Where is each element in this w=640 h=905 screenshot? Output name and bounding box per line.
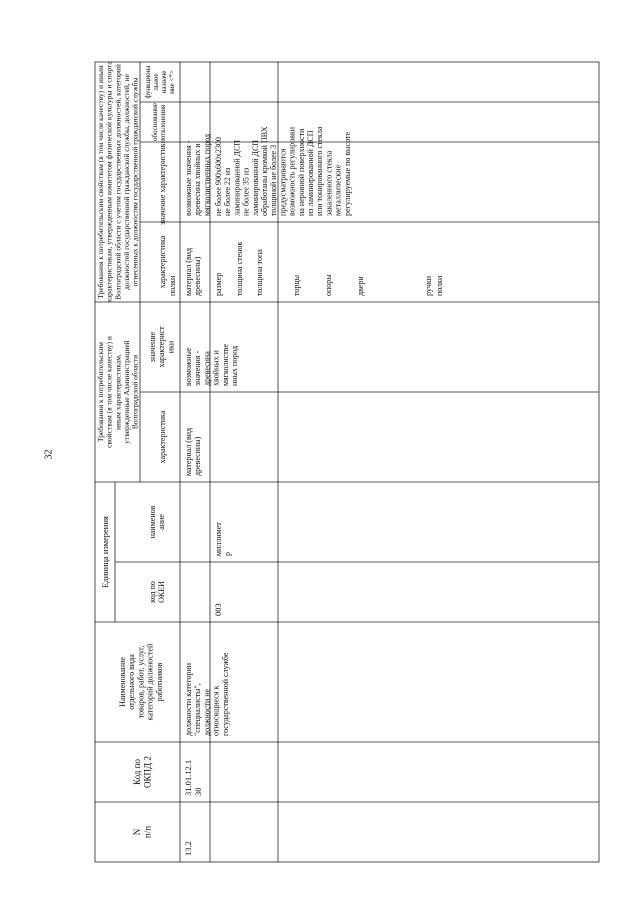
header-item-name: Наименованиеотдельного видатоваров, работ, услуг,категорий должностейработников [118, 643, 164, 721]
detail-char-handles: ручки [424, 275, 433, 296]
detail-unit-name: миллиметр [214, 522, 233, 556]
detail-char-size: размер [214, 272, 223, 296]
header-purpose: функциональноеназначение <*> [144, 65, 177, 99]
table-rotated-group [95, 61, 599, 862]
header-n: Nп/п [132, 825, 153, 839]
header-unit-name: наименование [148, 505, 167, 539]
row-admin-char: материал (виддревесины) [184, 427, 203, 476]
row-okpd2: 31.01.12.130 [183, 759, 203, 796]
detail-char-shelves: полки [435, 275, 444, 296]
header-admin-char: характеристика [158, 410, 167, 464]
row-committee-value: возможные значения -древесина хвойных имягколиственных пород [184, 133, 212, 216]
detail-char-supports: опоры [324, 274, 333, 296]
row-admin-value: возможныезначения -древесинахвойных имягколиствeнных пород [184, 343, 239, 386]
header-deviation-reason: обоснованиеотклонения [151, 102, 168, 142]
detail-char-doors: двери [356, 276, 365, 296]
row-position: должности категории"специалисты",должности неотносящиеся кгосударственной службе [184, 652, 230, 736]
detail-okei-code: 003 [213, 603, 223, 616]
detail-values: не более 900х600х2300не более 22 изламинированной ДСПне более 35 изламинированной ДСПобработаны кромкой ПВХтолщиной не более 3предусматриваютсявозможность регулировкина неровной поверхностииз ламинированной ДСПили тонированного стеклазакаленного стекламеталлическиерегулируемые по высоте [214, 126, 352, 216]
header-admin-req: Требования к потребительскимсвойствам (в том числе качеству) ииным характеристикам,утвержденные АдминистрациейВолгоградской области [96, 336, 140, 448]
header-committee-req: Требования к потребительским свойствам (в том числе качеству) и инымхарактеристикам, утвержденным комитетом физической культуры и спортаВолгоградской области с учетом государственных должностей, категорийдолжностей государственной гражданской службы, должностей, неотнесенных к должностям государственной гражданской службы [96, 61, 140, 303]
header-okei-code: код поОКЕИ [148, 581, 167, 603]
header-committee-value: значение характеристики [158, 139, 167, 225]
header-unit-group: Единица измерения [100, 516, 110, 588]
detail-char-edges: торцы [292, 274, 301, 296]
header-committee-char: характеристика [158, 235, 167, 289]
header-admin-value: значениехарактеристики [148, 326, 176, 368]
page-number: 32 [43, 449, 55, 460]
row-n: 13.2 [183, 841, 193, 856]
header-okpd2: Код поОКПД 2 [132, 756, 153, 788]
detail-char-wall: толщина стенок [235, 241, 244, 296]
detail-char-top: толщина топа [255, 249, 264, 296]
row-committee-material: материал (виддревесины) [184, 247, 203, 296]
row-committee-shelves: полки [168, 275, 177, 296]
